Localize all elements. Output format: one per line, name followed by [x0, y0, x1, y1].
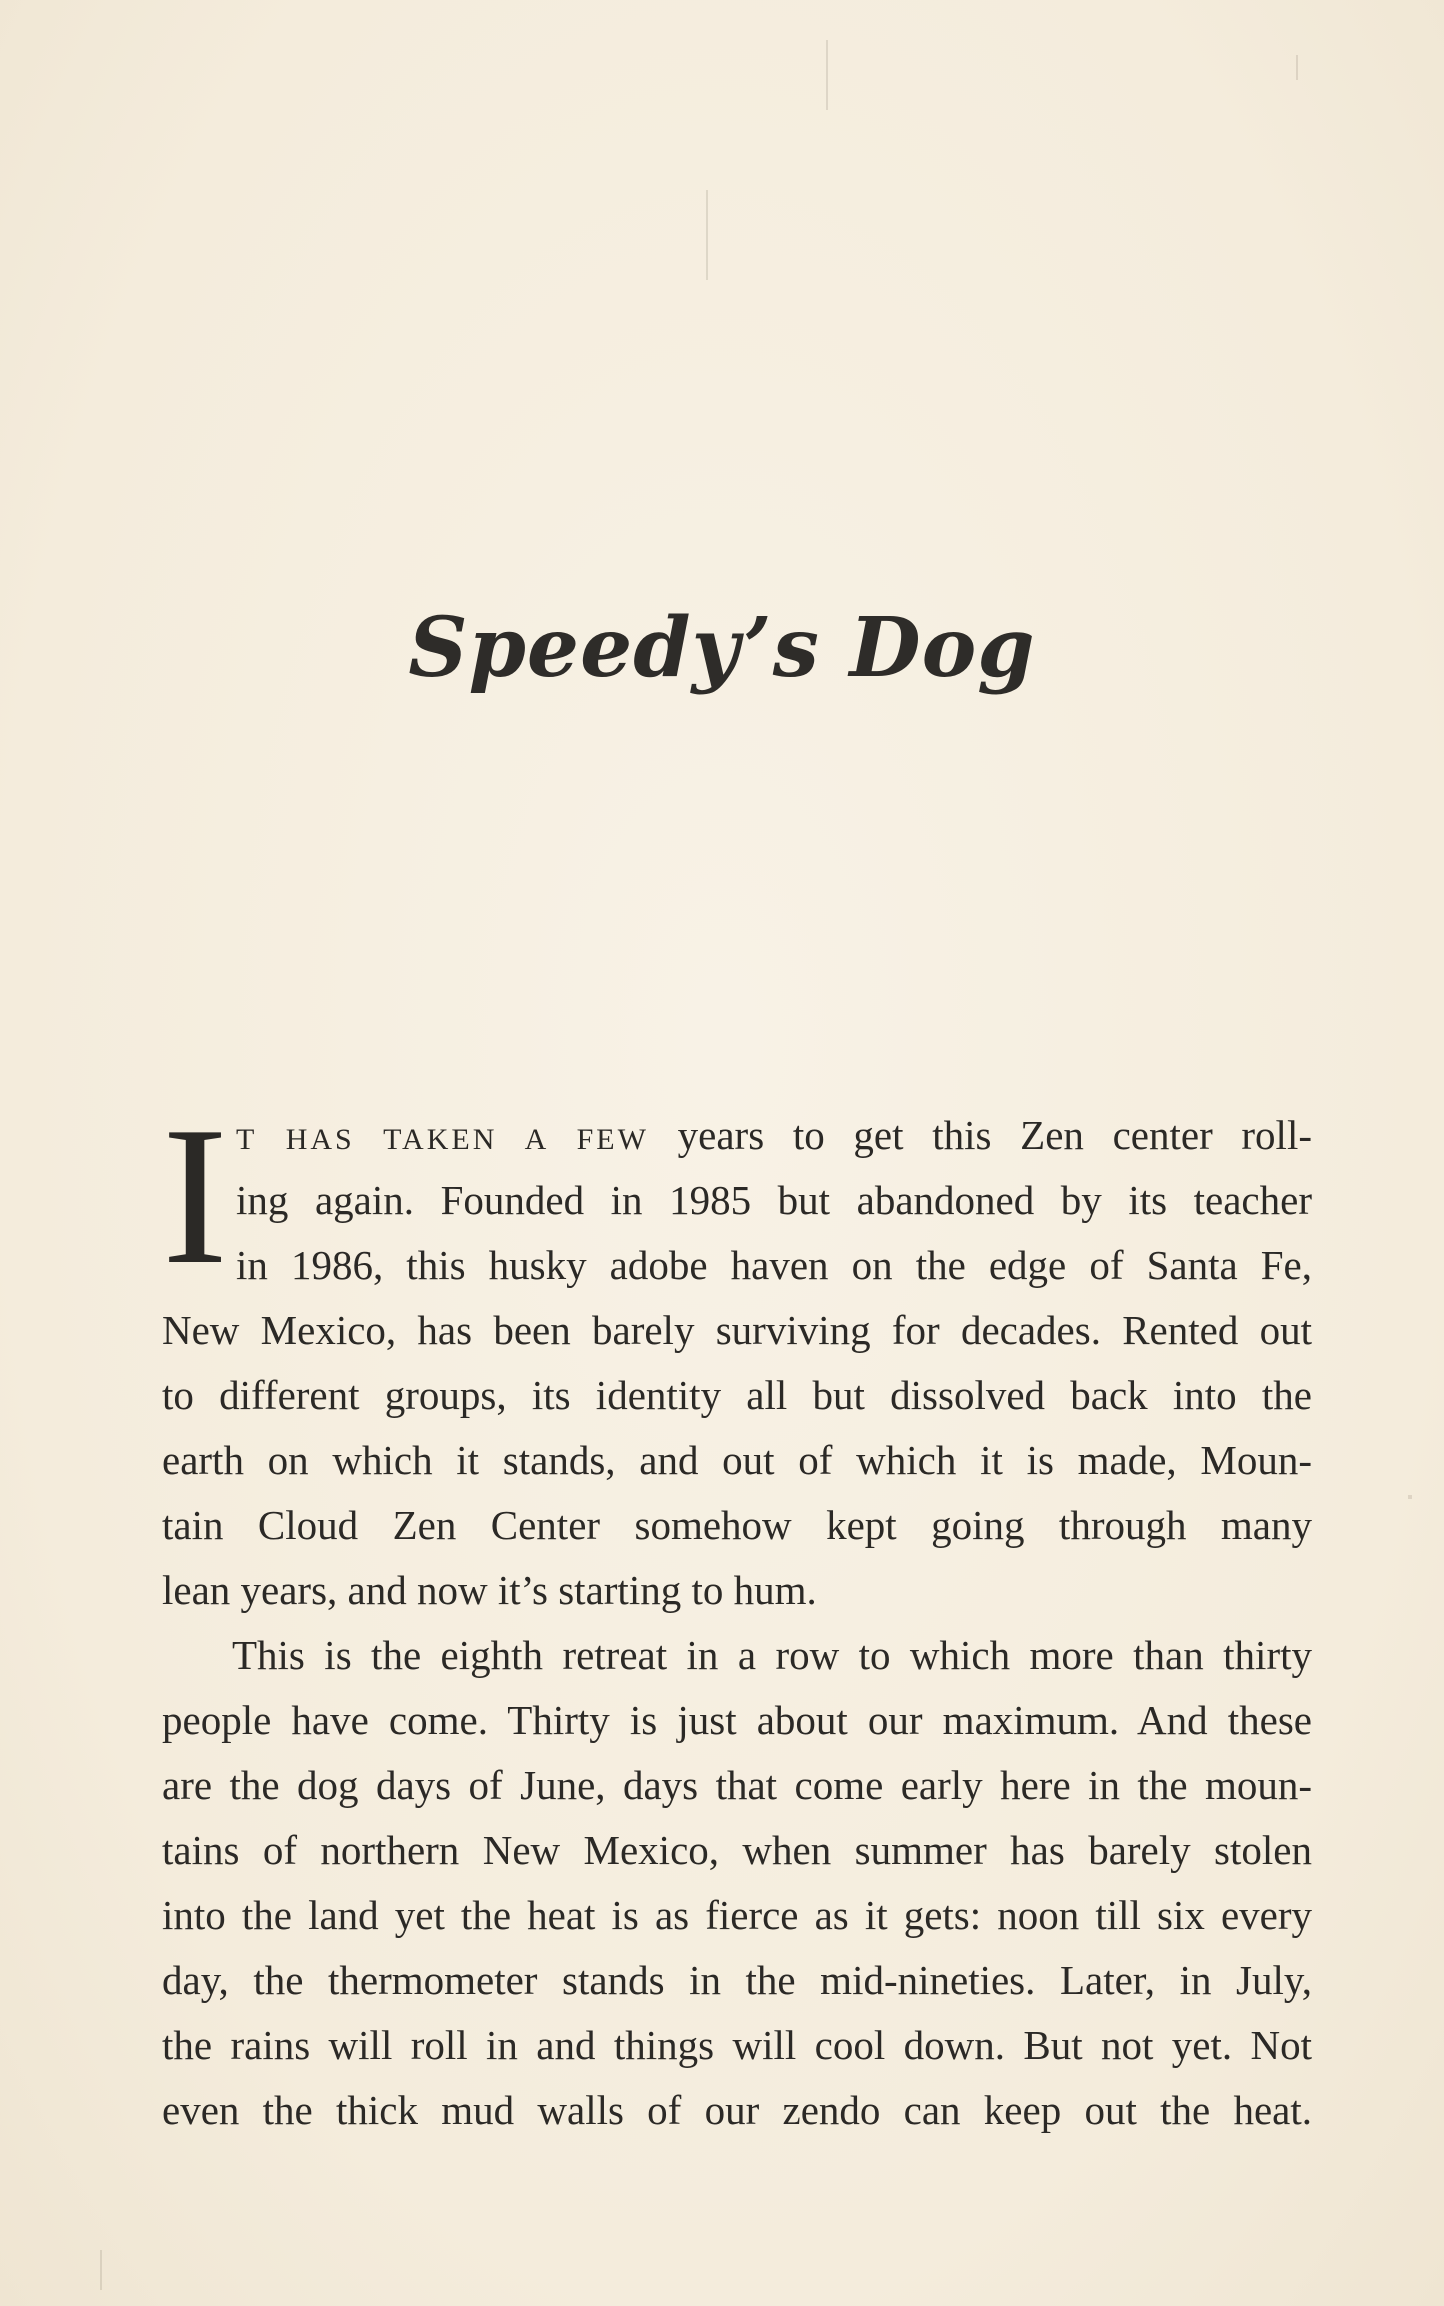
text-line: earth on which it stands, and out of which it is made, Moun- — [162, 1437, 1312, 1483]
text-line: the rains will roll in and things will cool down. But not yet. Not — [162, 2022, 1312, 2068]
text-line: are the dog days of June, days that come early here in the moun- — [162, 1762, 1312, 1808]
text-line: to different groups, its identity all but dissolved back into the — [162, 1372, 1312, 1418]
paragraph-2 — [162, 1623, 1312, 2143]
text-line: tains of northern New Mexico, when summer has barely stolen — [162, 1827, 1312, 1873]
scan-mark — [100, 2250, 102, 2290]
text-line: day, the thermometer stands in the mid-nineties. Later, in July, — [162, 1957, 1312, 2003]
text-line: even the thick mud walls of our zendo can keep out the heat. — [162, 2087, 1312, 2133]
first-line-rest: years to get this Zen center roll- — [677, 1112, 1312, 1158]
scan-mark — [706, 190, 708, 280]
text-line: tain Cloud Zen Center somehow kept going through many — [162, 1502, 1312, 1548]
scan-mark — [1408, 1495, 1412, 1499]
paragraph-1 — [162, 1086, 1312, 1623]
opening-small-caps: T HAS TAKEN A FEW — [236, 1123, 649, 1156]
text-line: people have come. Thirty is just about our maximum. And these — [162, 1697, 1312, 1743]
scan-mark — [1296, 55, 1298, 80]
text-line: into the land yet the heat is as fierce as it gets: noon till six every — [162, 1892, 1312, 1938]
scan-mark — [826, 40, 828, 110]
text-line: New Mexico, has been barely surviving for decades. Rented out — [162, 1307, 1312, 1353]
text-line: ing again. Founded in 1985 but abandoned by its teacher — [236, 1177, 1312, 1223]
text-line — [162, 1103, 1312, 1168]
chapter-title: Speedy’s Dog — [408, 600, 1036, 696]
text-line: This is the eighth retreat in a row to which more than thirty — [232, 1632, 1312, 1678]
text-line: in 1986, this husky adobe haven on the edge of Santa Fe, — [236, 1242, 1312, 1288]
drop-cap-letter: I — [162, 1086, 228, 1305]
text-line: lean years, and now it’s starting to hum. — [162, 1567, 817, 1613]
